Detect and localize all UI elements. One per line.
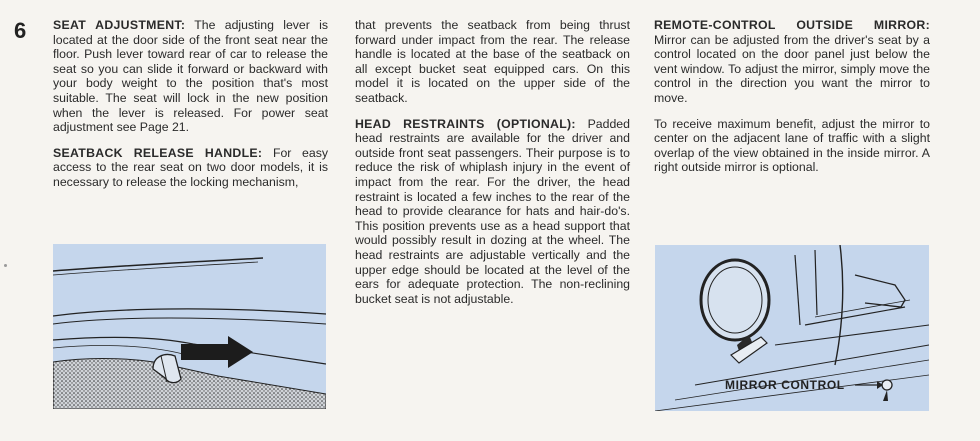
seatback-release-text: For easy access to the rear seat on two door models, it is necessary to release the locking mechanism, (53, 145, 328, 189)
seatback-continued-paragraph: that prevents the seatback from being thrust forward under impact from the rear. The release handle is located at the base of the seatback on all except bucket seat equipped cars. On this model it is located on the upper side of the seatback. (355, 18, 630, 105)
page-number: 6 (14, 18, 27, 43)
seatback-release-illustration (53, 244, 326, 409)
head-restraints-text: Padded head restraints are available for the driver and outside front seat passengers. Their purpose is to reduce the risk of whiplash injury in the event of impact from the rear. For the driver, the head restraint is located a few inches to the rear of the head to provide clearance for hats and hair-do's. This position prevents use as a head support that would possibly result in dozing at the wheel. The head restraints are adjustable vertically and the upper edge should be located at the level of the ears for adequate protection. The non-reclining bucket seat is not adjustable. (355, 116, 630, 306)
head-restraints-heading: HEAD RESTRAINTS (OPTIONAL): (355, 116, 576, 131)
mirror-text: Mirror can be adjusted from the driver's seat by a control located on the door panel just below the vent window. To adjust the mirror, simply move the control in the direction you want the mirror to move. (654, 32, 930, 105)
mirror-heading: REMOTE-CONTROL OUTSIDE MIRROR: (654, 18, 930, 32)
seatback-handle-drawing (53, 244, 326, 409)
mirror-control-illustration (655, 245, 929, 411)
mirror-paragraph (654, 18, 930, 106)
column-3 (654, 18, 930, 186)
column-2 (355, 18, 630, 317)
seat-adjustment-text: The adjusting lever is located at the door side of the front seat near the floor. Push lever toward rear of car to release the seat so you can slide it forward or backward with your body weight to the position that's most suitable. The seat will lock in the new position when the lever is released. For power seat adjustment see Page 21. (53, 18, 329, 135)
head-restraints-paragraph (355, 117, 630, 307)
seatback-release-paragraph (53, 146, 328, 190)
column-1 (53, 18, 328, 201)
seat-adjustment-paragraph (53, 18, 328, 135)
mirror-benefit-paragraph: To receive maximum benefit, adjust the mirror to center on the adjacent lane of traffic with a slight overlap of the view obtained in the inside mirror. A right outside mirror is optional. (654, 116, 930, 175)
margin-mark (4, 264, 7, 267)
seat-adjustment-heading: SEAT ADJUSTMENT: (53, 18, 186, 32)
mirror-control-caption: MIRROR CONTROL (725, 378, 845, 392)
seatback-release-heading: SEATBACK RELEASE HANDLE: (53, 145, 263, 160)
